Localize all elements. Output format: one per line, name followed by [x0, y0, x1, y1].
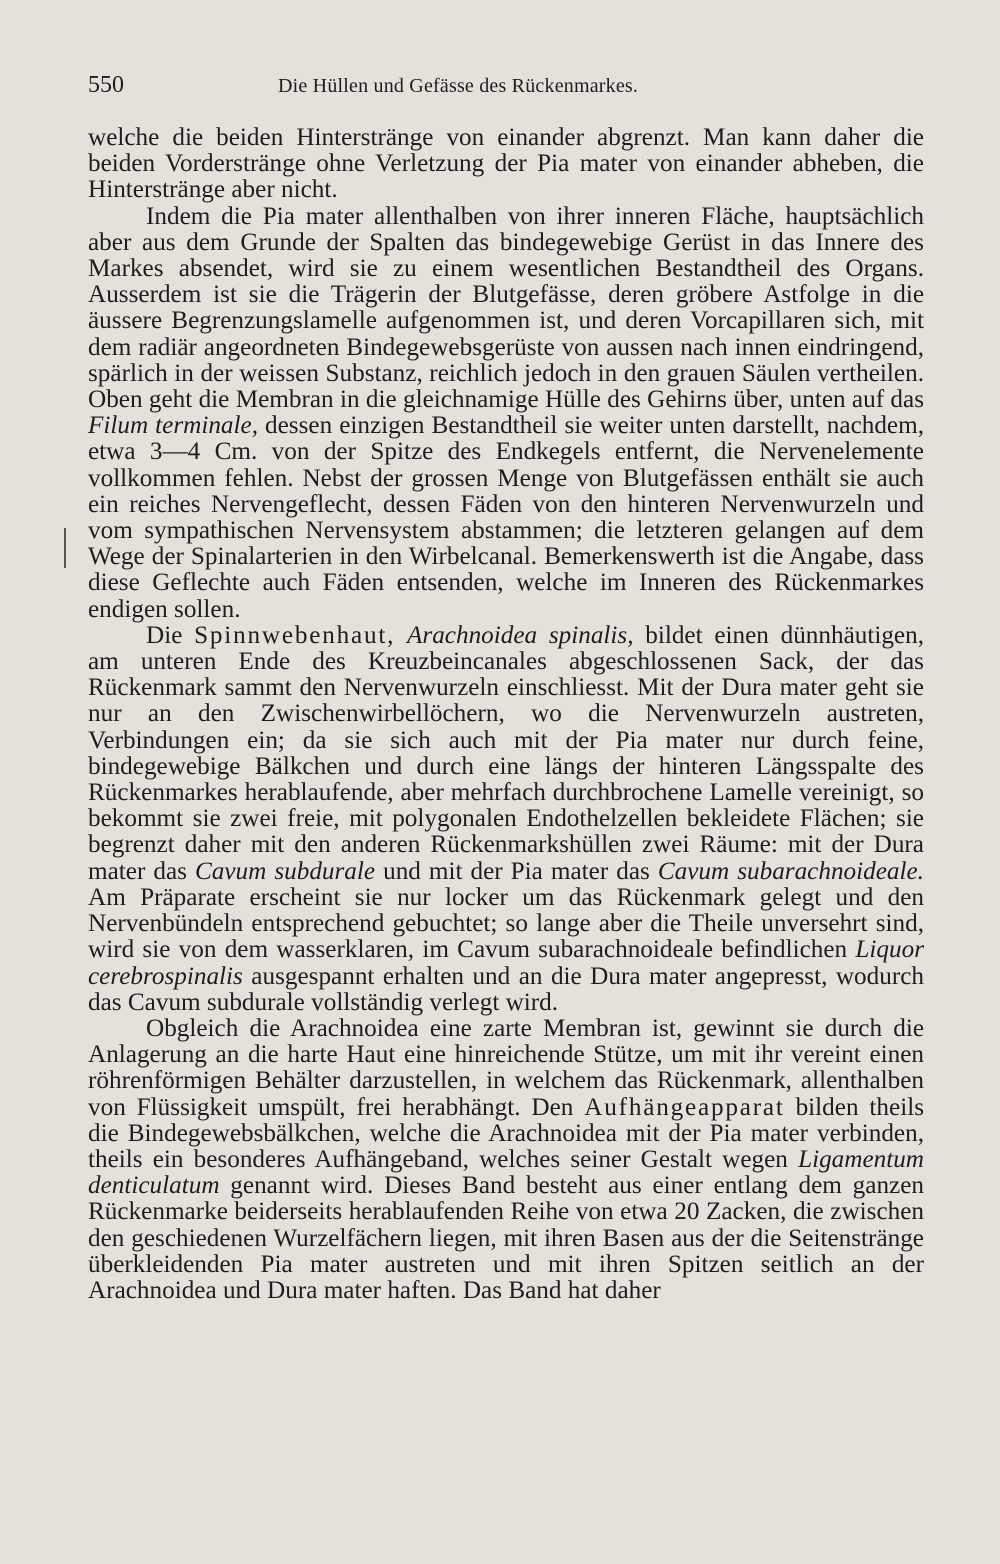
body-text	[88, 125, 924, 1304]
latin-term: Arachnoidea spinalis,	[407, 621, 634, 649]
paragraph-pia-mater	[88, 204, 924, 623]
paragraph-arachnoidea	[88, 623, 924, 1016]
spaced-term: Aufhängeapparat	[584, 1093, 785, 1121]
text-segment: Obgleich die Arachnoidea eine zarte Membran ist, gewinnt sie durch die Anlagerung an die harte Haut eine hinreichende Stütze, um mit ihr vereint einen röhrenförmigen Behälter darzustellen, in welchem das Rückenmark, allenthalben von Flüssigkeit umspült, frei herabhängt. Den	[88, 1014, 924, 1121]
running-title: Die Hüllen und Gefässe des Rückenmarkes.	[278, 75, 639, 97]
text-segment: genannt wird. Dieses Band besteht aus einer entlang dem ganzen Rückenmarke beiderseits herablaufenden Reihe von etwa 20 Zacken, die zwischen den geschiedenen Wurzelfächern liegen, mit ihren Basen aus der die Seitenstränge überkleidenden Pia mater austreten und mit ihren Spitzen seitlich an der Arachnoidea und Dura mater haften. Das Band hat daher	[88, 1172, 924, 1304]
text-segment: bilden theils die Bindegewebsbälkchen, welche die Arachnoidea mit der Pia mater verbinden, theils ein besonderes Aufhängeband, welches seiner Gestalt wegen	[88, 1093, 924, 1173]
paragraph-aufhaengeapparat	[88, 1016, 924, 1304]
latin-term: Ligamentum denticulatum	[88, 1145, 924, 1200]
page-number: 550	[88, 72, 124, 98]
spaced-term: Spinnwebenhaut,	[194, 621, 396, 649]
text-segment: bildet einen dünnhäutigen, am unteren Ende des Kreuzbeincanales abgeschlossenen Sack, der das Rückenmark sammt den Nervenwurzeln einschliesst. Mit der Dura mater geht sie nur an den Zwischenwirbellöchern, wo die Nervenwurzeln austreten, Verbindungen ein; da sie sich auch mit der Pia mater nur durch feine, bindegewebige Bälkchen und durch eine längs der hinteren Längsspalte des Rückenmarkes herablaufende, aber mehrfach durchbrochene Lamelle vereinigt, so bekommt sie zwei freie, mit polygonalen Endothelzellen bekleidete Flächen; sie begrenzt daher mit den anderen Rückenmarkshüllen zwei Räume: mit der Dura mater das	[88, 621, 925, 885]
text-segment: und mit der Pia mater das	[375, 857, 658, 885]
latin-term: Cavum subarachnoideale.	[657, 857, 924, 885]
text-segment: welche die beiden Hinterstränge von einander abgrenzt. Man kann daher die beiden Vorderstränge ohne Verletzung der Pia mater von einander abheben, die Hinterstränge aber nicht.	[88, 124, 924, 204]
text-segment	[395, 622, 407, 649]
margin-pencil-mark	[64, 528, 66, 568]
running-header	[88, 72, 924, 102]
text-segment: Die	[146, 621, 195, 649]
latin-term: Liquor cerebrospinalis	[88, 936, 924, 990]
text-segment: Am Präparate erscheint sie nur locker um das Rückenmark gelegt und den Nervenbündeln entsprechend gebuchtet; so lange aber die Theile unversehrt sind, wird sie von dem wasserklaren, im Cavum subarachnoideale befindlichen	[88, 883, 924, 964]
text-segment: dessen einzigen Bestandtheil sie weiter unten darstellt, nachdem, etwa 3—4 Cm. von der Spitze des Endkegels entfernt, die Nervenelemente vollkommen fehlen. Nebst der grossen Menge von Blutgefässen enthält sie auch ein reiches Nervengeflecht, dessen Fäden von den hinteren Nervenwurzeln und vom sympathischen Nervensystem abstammen; die letzteren gelangen auf dem Wege der Spinalarterien in den Wirbelcanal. Bemerkenswerth ist die Angabe, dass diese Geflechte auch Fäden entsenden, welche im Inneren des Rückenmarkes endigen sollen.	[88, 412, 924, 623]
text-segment: Indem die Pia mater allenthalben von ihrer inneren Fläche, hauptsächlich aber aus dem Grunde der Spalten das bindegewebige Gerüst in das Innere des Markes absendet, wird sie zu einem wesentlichen Bestandtheil des Organs. Ausserdem ist sie die Trägerin der Blutgefässe, deren gröbere Astfolge in die äussere Begrenzungslamelle aufgenommen ist, und deren Vorcapillaren sich, mit dem radiär angeordneten Bindegewebsgerüste von aussen nach innen eindringend, spärlich in der weissen Substanz, reichlich jedoch in den grauen Säulen vertheilen. Oben geht die Membran in die gleichnamige Hülle des Gehirns über, unten auf das	[88, 202, 924, 414]
text-segment: ausgespannt erhalten und an die Dura mater angepresst, wodurch das Cavum subdurale vollständig verlegt wird.	[88, 962, 924, 1016]
latin-term: Filum terminale,	[88, 412, 259, 440]
paragraph-continuation	[88, 125, 924, 204]
latin-term: Cavum subdurale	[194, 857, 376, 885]
